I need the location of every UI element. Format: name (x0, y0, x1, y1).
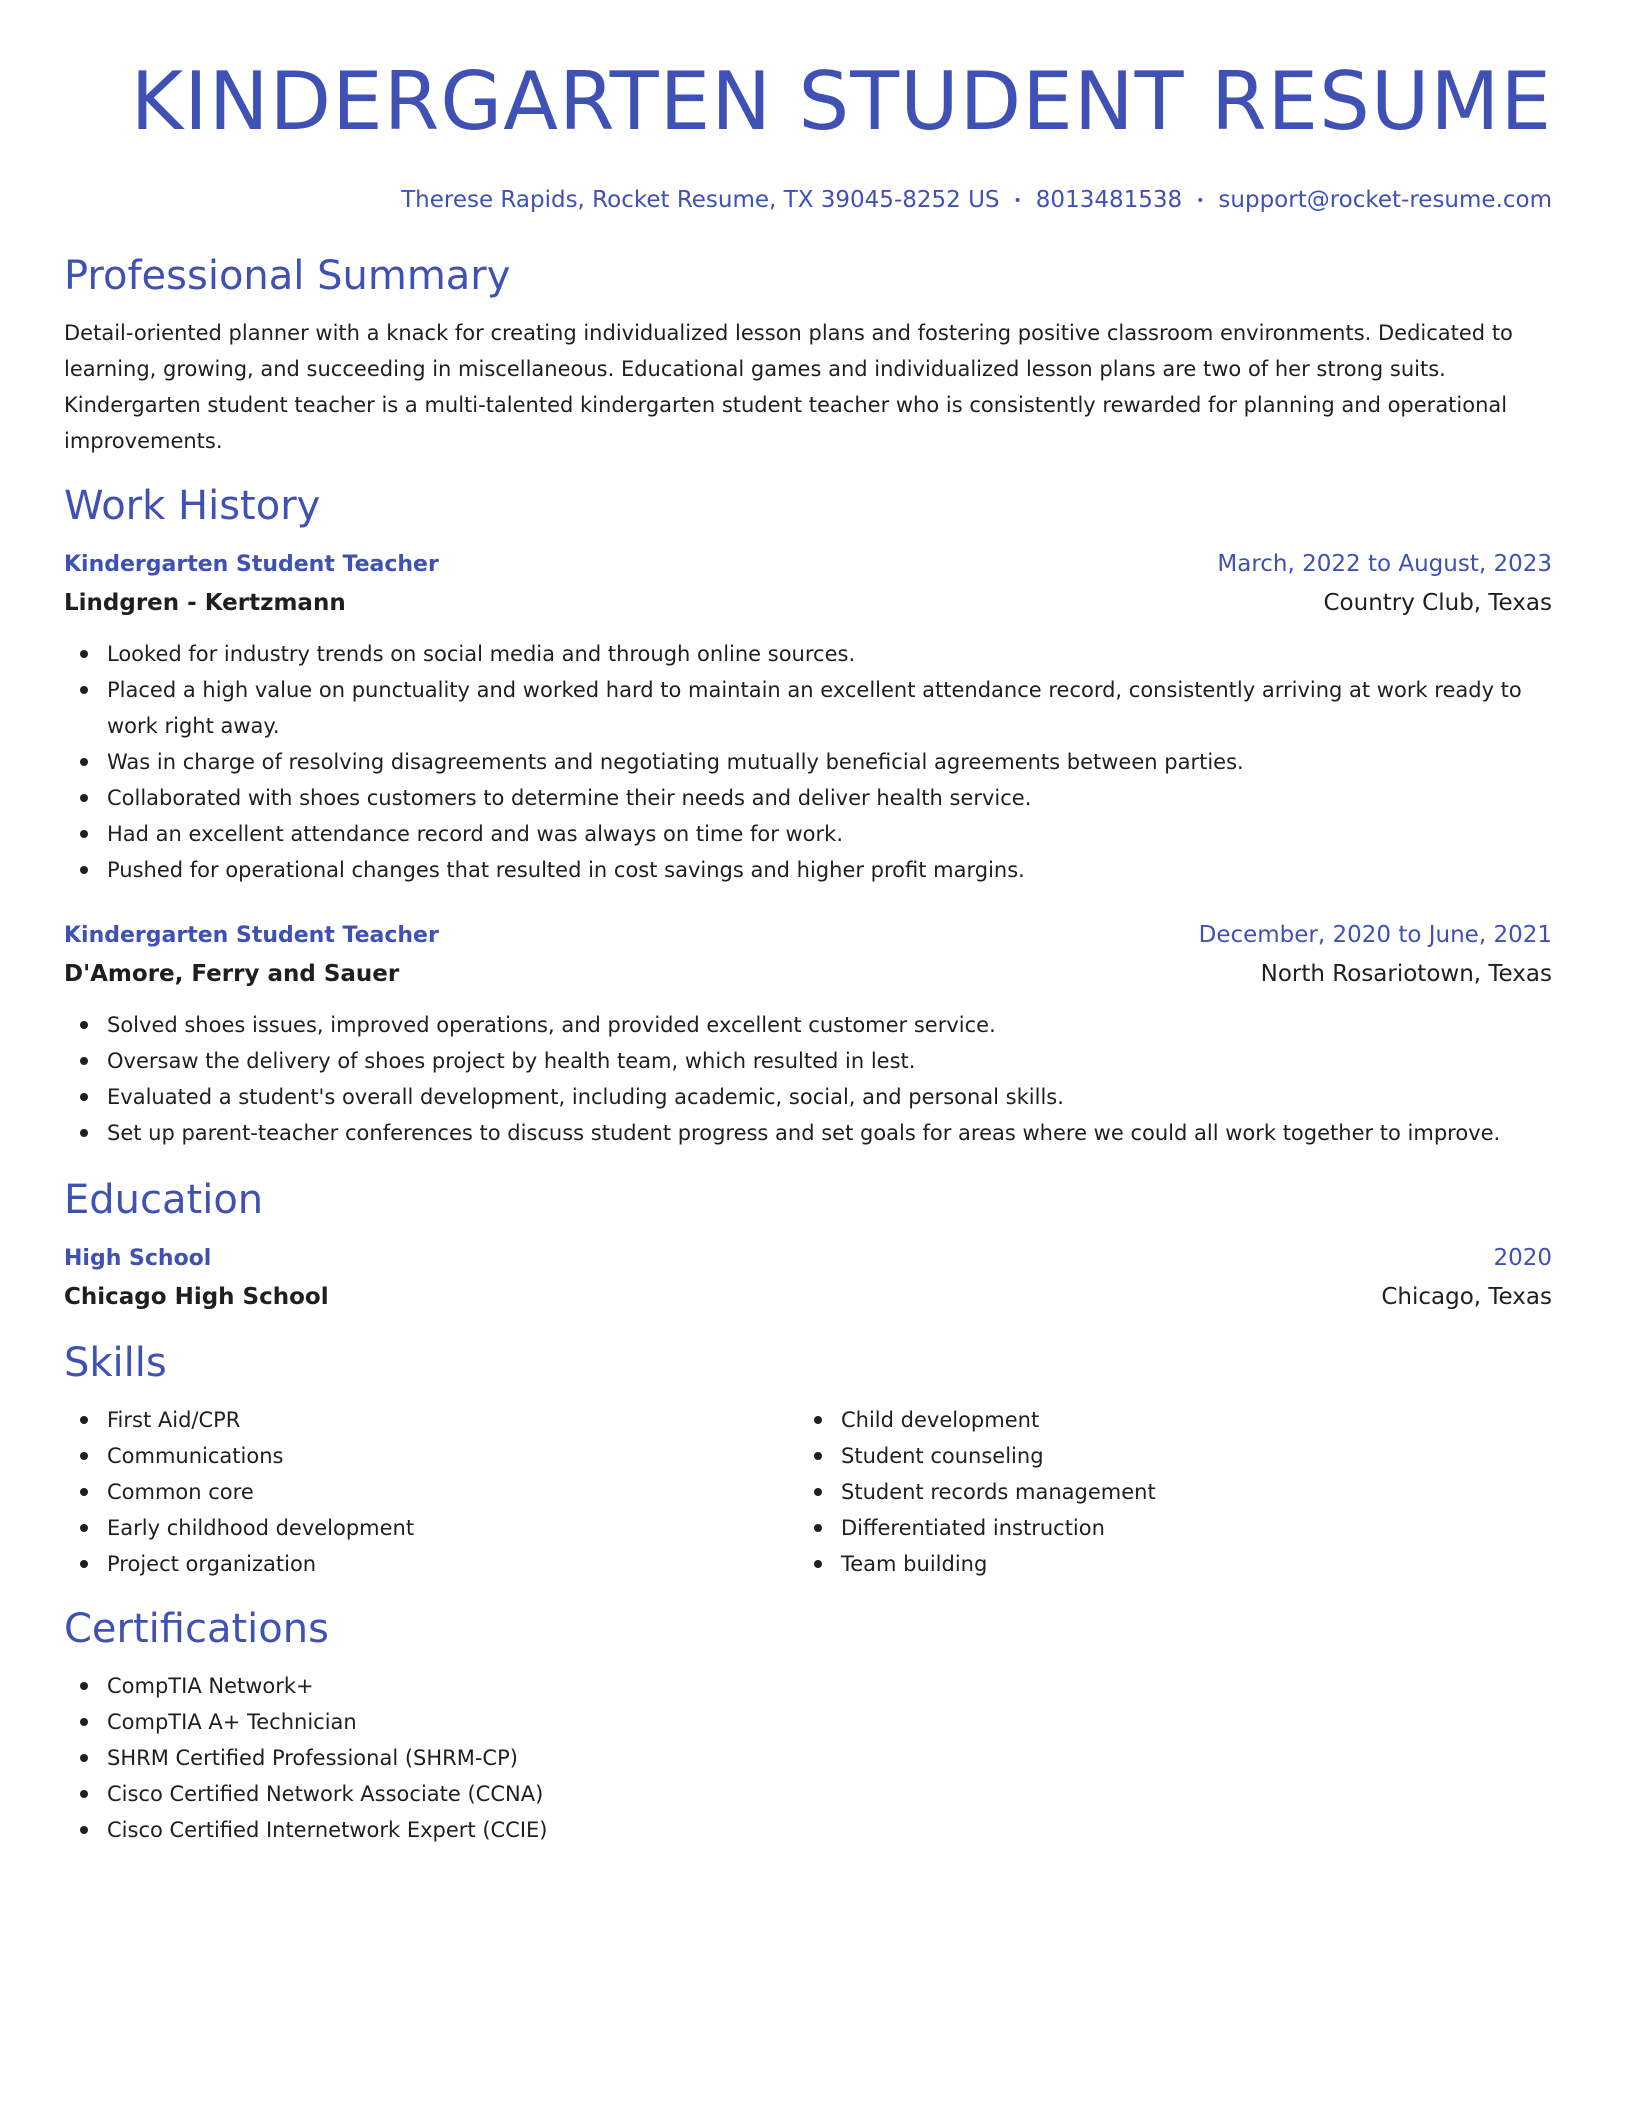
bullet-dot (80, 1754, 88, 1762)
list-item (64, 1812, 1552, 1848)
list-item (64, 1438, 798, 1474)
bullet-dot (80, 1718, 88, 1726)
bullet-dot (80, 650, 88, 658)
list-item (64, 780, 1552, 816)
bullet-dot (80, 686, 88, 694)
job-bullets (64, 1007, 1552, 1151)
skills-column-right (798, 1402, 1532, 1582)
list-item (64, 1546, 798, 1582)
job-location: North Rosariotown, Texas (1260, 960, 1552, 987)
bullet-text: Had an excellent attendance record and was always on time for work. (107, 821, 844, 846)
list-item (64, 636, 1552, 672)
bullet-dot (80, 1021, 88, 1029)
resume-title: KINDERGARTEN STUDENT RESUME (130, 55, 1552, 148)
bullet-text: Was in charge of resolving disagreements and negotiating mutually beneficial agreements between parties. (107, 749, 1244, 774)
bullet-text: Oversaw the delivery of shoes project by health team, which resulted in lest. (107, 1048, 916, 1073)
list-item (64, 1776, 1552, 1812)
skill-text: Early childhood development (107, 1515, 415, 1540)
skill-text: Child development (841, 1407, 1040, 1432)
certification-text: CompTIA A+ Technician (107, 1709, 357, 1734)
job-role: Kindergarten Student Teacher (64, 922, 439, 948)
bullet-dot (814, 1524, 822, 1532)
bullet-text: Collaborated with shoes customers to determine their needs and deliver health service. (107, 785, 1032, 810)
job-company: D'Amore, Ferry and Sauer (64, 960, 400, 987)
list-item (64, 816, 1552, 852)
bullet-text: Placed a high value on punctuality and worked hard to maintain an excellent attendance record, consistently arriving at work ready to work right away. (107, 677, 1522, 738)
list-item (64, 744, 1552, 780)
summary-text: Detail-oriented planner with a knack for creating individualized lesson plans and fostering positive classroom environments. Dedicated to learning, growing, and succeeding in miscellaneous. Educational games and individualized lesson plans are two of her strong suits. Kindergarten student teacher is a multi-talented kindergarten student teacher who is consistently rewarded for planning and operational improvements. (64, 320, 1513, 453)
bullet-dot (80, 1093, 88, 1101)
job-bullets (64, 636, 1552, 888)
section-heading-summary: Professional Summary (64, 252, 511, 299)
skill-text: Project organization (107, 1551, 317, 1576)
education-year: 2020 (1493, 1244, 1552, 1271)
skill-text: Team building (841, 1551, 988, 1576)
job-entry (64, 916, 1552, 1151)
job-dates: December, 2020 to June, 2021 (1198, 921, 1552, 948)
list-item (64, 1115, 1552, 1151)
bullet-text: Solved shoes issues, improved operations, and provided excellent customer service. (107, 1012, 996, 1037)
certification-text: SHRM Certified Professional (SHRM-CP) (107, 1745, 518, 1770)
education-degree: High School (64, 1245, 212, 1271)
skill-text: First Aid/CPR (107, 1407, 241, 1432)
contact-email: support@rocket-resume.com (1218, 187, 1552, 213)
bullet-dot (80, 1488, 88, 1496)
list-item (798, 1474, 1532, 1510)
certification-text: Cisco Certified Internetwork Expert (CCIE) (107, 1817, 548, 1842)
bullet-dot (80, 830, 88, 838)
list-item (64, 852, 1552, 888)
list-item (64, 1704, 1552, 1740)
contact-address: Therese Rapids, Rocket Resume, TX 39045-8252 US (401, 187, 1000, 213)
bullet-dot (814, 1416, 822, 1424)
job-dates: March, 2022 to August, 2023 (1217, 550, 1552, 577)
bullet-text: Evaluated a student's overall development, including academic, social, and personal skills. (107, 1084, 1064, 1109)
section-heading-certifications: Certifications (64, 1605, 329, 1652)
bullet-dot (80, 1416, 88, 1424)
contact-phone: 8013481538 (1035, 187, 1183, 213)
certification-text: CompTIA Network+ (107, 1673, 314, 1698)
bullet-dot (80, 794, 88, 802)
skill-text: Differentiated instruction (841, 1515, 1105, 1540)
skill-text: Student records management (841, 1479, 1156, 1504)
bullet-dot (80, 866, 88, 874)
skill-text: Communications (107, 1443, 284, 1468)
job-company: Lindgren - Kertzmann (64, 589, 346, 616)
bullet-dot (80, 1057, 88, 1065)
education-location: Chicago, Texas (1381, 1283, 1552, 1310)
bullet-text: Looked for industry trends on social media and through online sources. (107, 641, 856, 666)
section-heading-skills: Skills (64, 1339, 167, 1386)
skill-text: Common core (107, 1479, 254, 1504)
education-school: Chicago High School (64, 1283, 329, 1310)
education-entry (64, 1239, 1552, 1316)
bullet-text: Set up parent-teacher conferences to discuss student progress and set goals for areas where we could all work together to improve. (107, 1120, 1501, 1145)
list-item (798, 1402, 1532, 1438)
list-item (64, 1474, 798, 1510)
contact-line (64, 184, 1552, 217)
list-item (64, 1402, 798, 1438)
list-item (64, 1079, 1552, 1115)
list-item (798, 1546, 1532, 1582)
job-entry (64, 545, 1552, 888)
bullet-dot (80, 1524, 88, 1532)
bullet-text: Pushed for operational changes that resulted in cost savings and higher profit margins. (107, 857, 1025, 882)
bullet-dot (814, 1488, 822, 1496)
bullet-dot (80, 1452, 88, 1460)
section-heading-education: Education (64, 1176, 264, 1223)
skills-column-left (64, 1402, 798, 1582)
bullet-dot (80, 758, 88, 766)
bullet-dot (814, 1560, 822, 1568)
list-item (64, 1668, 1552, 1704)
skill-text: Student counseling (841, 1443, 1044, 1468)
list-item (798, 1510, 1532, 1546)
job-location: Country Club, Texas (1323, 589, 1552, 616)
list-item (798, 1438, 1532, 1474)
list-item (64, 1740, 1552, 1776)
bullet-dot (80, 1790, 88, 1798)
bullet-dot (80, 1560, 88, 1568)
separator-dot: • (1196, 192, 1205, 209)
skills-grid (64, 1402, 1552, 1582)
separator-dot: • (1013, 192, 1022, 209)
list-item (64, 1007, 1552, 1043)
bullet-dot (80, 1129, 88, 1137)
bullet-dot (80, 1682, 88, 1690)
section-heading-work-history: Work History (64, 482, 321, 529)
bullet-dot (80, 1826, 88, 1834)
certifications-list (64, 1668, 1552, 1848)
list-item (64, 672, 1552, 744)
bullet-dot (814, 1452, 822, 1460)
certification-text: Cisco Certified Network Associate (CCNA) (107, 1781, 544, 1806)
job-role: Kindergarten Student Teacher (64, 551, 439, 577)
list-item (64, 1510, 798, 1546)
list-item (64, 1043, 1552, 1079)
